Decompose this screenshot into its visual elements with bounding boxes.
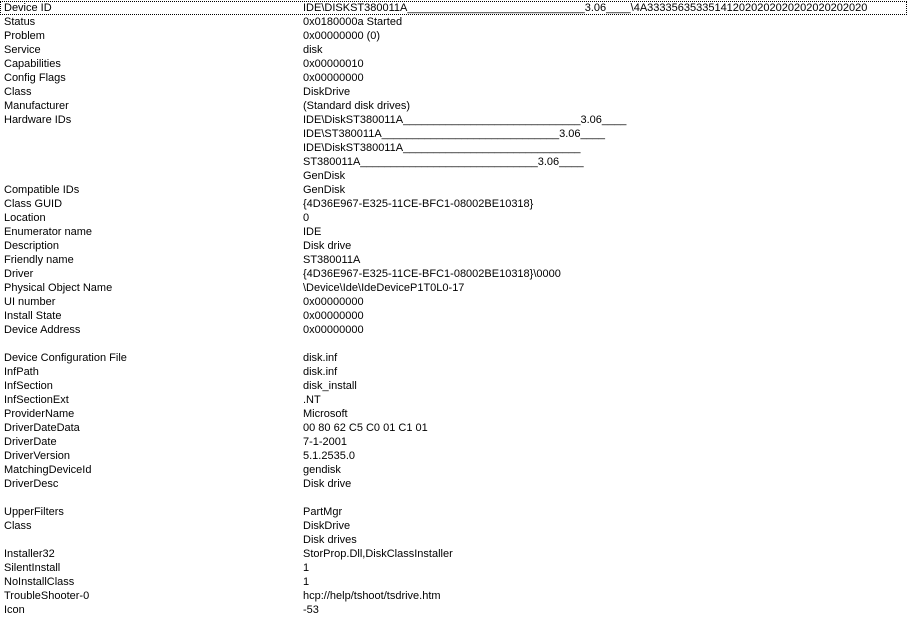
property-key: DriverDate <box>4 436 57 448</box>
property-key: Manufacturer <box>4 100 69 112</box>
property-value: 7-1-2001 <box>303 436 348 448</box>
property-value: gendisk <box>303 464 341 476</box>
property-value: DiskDrive <box>303 86 351 98</box>
property-row-providername[interactable] <box>0 407 907 421</box>
property-value: 0 <box>303 212 310 224</box>
property-key: DriverDesc <box>4 478 59 490</box>
property-row-config-flags[interactable] <box>0 71 907 85</box>
property-row-service[interactable] <box>0 43 907 57</box>
property-value: 0x00000000 <box>303 296 364 308</box>
property-key: MatchingDeviceId <box>4 464 92 476</box>
property-value: DiskDrive <box>303 520 351 532</box>
property-row-troubleshooter-0[interactable] <box>0 589 907 603</box>
property-value: disk.inf <box>303 352 338 364</box>
property-key: Enumerator name <box>4 226 93 238</box>
property-value: 0x00000000 <box>303 72 364 84</box>
property-key: Device Configuration File <box>4 352 127 364</box>
property-value: hcp://help/tshoot/tsdrive.htm <box>303 590 441 602</box>
property-key: Description <box>4 240 60 252</box>
property-key: Install State <box>4 310 62 322</box>
property-key: Status <box>4 16 36 28</box>
property-row-class-guid[interactable] <box>0 197 907 211</box>
property-key: Installer32 <box>4 548 55 560</box>
property-row-friendly-name[interactable] <box>0 253 907 267</box>
property-row-infsectionext[interactable] <box>0 393 907 407</box>
property-value: 0x0180000a Started <box>303 16 403 28</box>
property-key: Hardware IDs <box>4 114 72 126</box>
property-row-class[interactable] <box>0 85 907 99</box>
property-value: Disk drives <box>303 534 357 546</box>
property-key: Compatible IDs <box>4 184 80 196</box>
property-value: .NT <box>303 394 321 406</box>
property-key: Capabilities <box>4 58 61 70</box>
property-value: 5.1.2535.0 <box>303 450 355 462</box>
property-key: Physical Object Name <box>4 282 113 294</box>
property-value: 0x00000010 <box>303 58 364 70</box>
device-properties-list[interactable] <box>0 1 907 617</box>
property-key: Location <box>4 212 46 224</box>
property-row-hardware-ids[interactable] <box>0 113 907 127</box>
property-value: \Device\Ide\IdeDeviceP1T0L0-17 <box>303 282 465 294</box>
property-row-location[interactable] <box>0 211 907 225</box>
property-row-infpath[interactable] <box>0 365 907 379</box>
property-value: IDE\DISKST380011A_____________________________3.06____\4A333356353351412020202020202020202020 <box>303 2 868 14</box>
property-row-ui-number[interactable] <box>0 295 907 309</box>
property-value: IDE\DiskST380011A_____________________________3.06____ <box>303 114 627 126</box>
property-row-install-state[interactable] <box>0 309 907 323</box>
property-row-noinstallclass[interactable] <box>0 575 907 589</box>
property-row-device-address[interactable] <box>0 323 907 337</box>
property-row-blank-2[interactable] <box>0 491 907 505</box>
property-value: Disk drive <box>303 478 352 490</box>
property-value: 1 <box>303 576 310 588</box>
property-value: disk.inf <box>303 366 338 378</box>
property-key: InfSection <box>4 380 53 392</box>
property-value: ST380011A <box>303 254 361 266</box>
property-row-hardware-ids-5[interactable] <box>0 169 907 183</box>
property-row-driverdesc[interactable] <box>0 477 907 491</box>
property-key: NoInstallClass <box>4 576 75 588</box>
property-row-problem[interactable] <box>0 29 907 43</box>
property-key: Class <box>4 86 32 98</box>
property-row-physical-object-name[interactable] <box>0 281 907 295</box>
property-value: Disk drive <box>303 240 352 252</box>
property-value: -53 <box>303 604 319 616</box>
property-row-infsection[interactable] <box>0 379 907 393</box>
property-value: 1 <box>303 562 310 574</box>
property-row-installer32[interactable] <box>0 547 907 561</box>
property-value: 0x00000000 (0) <box>303 30 381 42</box>
property-value: GenDisk <box>303 184 346 196</box>
property-row-driverdatedata[interactable] <box>0 421 907 435</box>
property-row-compatible-ids[interactable] <box>0 183 907 197</box>
property-row-hardware-ids-3[interactable] <box>0 141 907 155</box>
property-row-driver[interactable] <box>0 267 907 281</box>
property-row-hardware-ids-4[interactable] <box>0 155 907 169</box>
property-key: TroubleShooter-0 <box>4 590 90 602</box>
property-value: (Standard disk drives) <box>303 100 410 112</box>
property-key: InfSectionExt <box>4 394 69 406</box>
property-row-device-id[interactable] <box>0 1 907 15</box>
property-key: InfPath <box>4 366 39 378</box>
property-key: Problem <box>4 30 45 42</box>
property-row-icon[interactable] <box>0 603 907 617</box>
property-row-upperfilters[interactable] <box>0 505 907 519</box>
property-key: Device Address <box>4 324 81 336</box>
property-row-manufacturer[interactable] <box>0 99 907 113</box>
property-value: GenDisk <box>303 170 346 182</box>
property-key: UI number <box>4 296 56 308</box>
property-row-class-name[interactable] <box>0 533 907 547</box>
property-value: ST380011A_____________________________3.06____ <box>303 156 584 168</box>
property-key: Device ID <box>4 2 52 14</box>
property-value: IDE\DiskST380011A_____________________________ <box>303 142 581 154</box>
property-row-driverdate[interactable] <box>0 435 907 449</box>
property-row-driverversion[interactable] <box>0 449 907 463</box>
property-row-matchingdeviceid[interactable] <box>0 463 907 477</box>
property-row-class-2[interactable] <box>0 519 907 533</box>
property-value: 0x00000000 <box>303 310 364 322</box>
property-key: UpperFilters <box>4 506 64 518</box>
property-row-silentinstall[interactable] <box>0 561 907 575</box>
property-key: Class <box>4 520 32 532</box>
property-key: DriverVersion <box>4 450 71 462</box>
property-value: 0x00000000 <box>303 324 364 336</box>
property-key: Friendly name <box>4 254 74 266</box>
property-row-enumerator-name[interactable] <box>0 225 907 239</box>
property-value: StorProp.Dll,DiskClassInstaller <box>303 548 453 560</box>
property-row-capabilities[interactable] <box>0 57 907 71</box>
property-value: Microsoft <box>303 408 348 420</box>
property-value: {4D36E967-E325-11CE-BFC1-08002BE10318} <box>303 198 534 210</box>
property-value: 00 80 62 C5 C0 01 C1 01 <box>303 422 428 434</box>
property-row-device-configuration-file[interactable] <box>0 351 907 365</box>
property-key: Service <box>4 44 41 56</box>
property-key: Config Flags <box>4 72 66 84</box>
property-key: Driver <box>4 268 34 280</box>
property-value: IDE\ST380011A_____________________________3.06____ <box>303 128 605 140</box>
property-key: DriverDateData <box>4 422 80 434</box>
property-value: disk_install <box>303 380 357 392</box>
property-key: Icon <box>4 604 25 616</box>
property-value: IDE <box>303 226 322 238</box>
property-value: PartMgr <box>303 506 343 518</box>
property-row-blank[interactable] <box>0 337 907 351</box>
property-key: ProviderName <box>4 408 75 420</box>
property-row-description[interactable] <box>0 239 907 253</box>
property-key: Class GUID <box>4 198 63 210</box>
property-value: {4D36E967-E325-11CE-BFC1-08002BE10318}\0000 <box>303 268 561 280</box>
property-row-hardware-ids-2[interactable] <box>0 127 907 141</box>
property-row-status[interactable] <box>0 15 907 29</box>
property-value: disk <box>303 44 323 56</box>
property-key: SilentInstall <box>4 562 61 574</box>
